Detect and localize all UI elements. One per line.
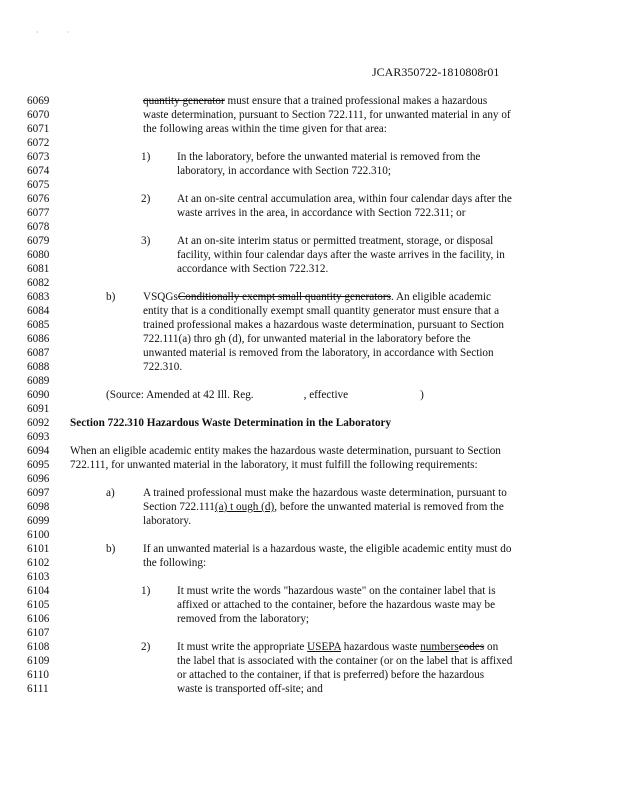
inserted-text: numbers [420, 641, 459, 653]
text-run: affixed or attached to the container, before the hazardous waste may be [177, 599, 496, 611]
text-line [0, 192, 618, 206]
text-run: the following areas within the time given for that area: [143, 123, 387, 135]
line-number: 6106 [27, 613, 50, 625]
line-text [143, 500, 504, 514]
text-run: It must write the appropriate [177, 641, 308, 653]
text-line [0, 458, 618, 472]
line-number: 6109 [27, 655, 50, 667]
line-number: 6092 [27, 417, 50, 429]
line-number: 6096 [27, 473, 50, 485]
line-text [177, 248, 505, 262]
line-number: 6076 [27, 193, 50, 205]
line-number: 6077 [27, 207, 50, 219]
text-line [0, 416, 618, 430]
line-number: 6098 [27, 501, 50, 513]
text-line [0, 668, 618, 682]
line-text [143, 304, 499, 318]
text-run: A trained professional must make the hazardous waste determination, pursuant to [143, 487, 507, 499]
line-number: 6111 [27, 683, 49, 695]
text-line [0, 220, 618, 234]
text-run: the following: [143, 557, 207, 569]
text-run: 722.111, for unwanted material in the laboratory, it must fulfill the following requirements: [70, 459, 478, 471]
line-text [177, 234, 493, 248]
line-text [70, 444, 501, 458]
text-run: accordance with Section 722.312. [177, 263, 329, 275]
text-line [0, 178, 618, 192]
header-mark: · [36, 28, 39, 37]
line-text [143, 290, 491, 304]
line-number: 6082 [27, 277, 50, 289]
list-marker: a) [106, 487, 115, 499]
list-marker: 2) [141, 193, 151, 205]
text-line [0, 640, 618, 654]
line-text [143, 346, 494, 360]
line-text [143, 94, 487, 108]
line-text [143, 318, 504, 332]
text-run: laboratory. [143, 515, 192, 527]
line-text [143, 360, 182, 374]
line-number: 6086 [27, 333, 50, 345]
text-line [0, 262, 618, 276]
text-run: When an eligible academic entity makes the hazardous waste determination, pursuant to Section [70, 445, 501, 457]
line-text [70, 416, 391, 430]
line-number: 6088 [27, 361, 50, 373]
text-line [0, 374, 618, 388]
line-text [177, 150, 480, 164]
line-text [143, 122, 387, 136]
list-marker: 1) [141, 151, 151, 163]
line-text [177, 206, 466, 220]
text-line [0, 514, 618, 528]
line-number: 6072 [27, 137, 50, 149]
line-number: 6104 [27, 585, 50, 597]
line-number: 6078 [27, 221, 50, 233]
text-run: must ensure that a trained professional makes a hazardous [224, 95, 488, 107]
text-run: 722.111(a) thro gh (d), for unwanted material in the laboratory before the [143, 333, 471, 345]
line-number: 6107 [27, 627, 50, 639]
list-marker: b) [106, 543, 116, 555]
text-run: hazardous waste [340, 641, 421, 653]
text-run: waste arrives in the area, in accordance with Section 722.311; or [177, 207, 466, 219]
text-line [0, 570, 618, 584]
text-line [0, 304, 618, 318]
text-line [0, 122, 618, 136]
deleted-text: codes [458, 641, 485, 653]
line-number: 6091 [27, 403, 50, 415]
text-line [0, 346, 618, 360]
line-number: 6094 [27, 445, 50, 457]
line-number: 6073 [27, 151, 50, 163]
text-line [0, 402, 618, 416]
text-run: the label that is associated with the container (or on the label that is affixed [177, 655, 513, 667]
line-text [177, 612, 309, 626]
line-text [177, 682, 323, 696]
text-run: . An eligible academic [390, 291, 492, 303]
text-line [0, 486, 618, 500]
text-line [0, 388, 618, 402]
line-text [70, 458, 478, 472]
line-number: 6087 [27, 347, 50, 359]
text-run: trained professional makes a hazardous waste determination, pursuant to Section [143, 319, 504, 331]
text-line [0, 682, 618, 696]
line-text [177, 598, 495, 612]
line-number: 6102 [27, 557, 50, 569]
text-run: At an on-site central accumulation area, within four calendar days after the [177, 193, 512, 205]
text-line [0, 276, 618, 290]
text-run: It must write the words "hazardous waste" on the container label that is [177, 585, 496, 597]
line-text [177, 192, 512, 206]
header-mark: · [66, 28, 70, 37]
line-number: 6097 [27, 487, 50, 499]
text-line [0, 654, 618, 668]
text-run: waste determination, pursuant to Section 722.111, for unwanted material in any of [143, 109, 511, 121]
list-marker: 2) [141, 641, 151, 653]
document-id: JCAR350722-1810808r01 [372, 65, 500, 79]
text-line [0, 472, 618, 486]
line-text [143, 542, 511, 556]
line-number: 6080 [27, 249, 50, 261]
text-line [0, 150, 618, 164]
text-line [0, 430, 618, 444]
line-text [143, 556, 206, 570]
line-number: 6071 [27, 123, 50, 135]
header-marks [36, 28, 95, 37]
deleted-text: Conditionally exempt small quantity generators [177, 291, 391, 303]
text-run: (Source: Amended at 42 Ill. Reg. [106, 389, 254, 401]
line-text [177, 640, 498, 654]
line-text [177, 668, 484, 682]
text-run: In the laboratory, before the unwanted material is removed from the [177, 151, 481, 163]
text-line [0, 500, 618, 514]
text-run: entity that is a conditionally exempt small quantity generator must ensure that a [143, 305, 500, 317]
line-text [143, 332, 471, 346]
line-number: 6108 [27, 641, 50, 653]
text-line [0, 444, 618, 458]
list-marker: 1) [141, 585, 151, 597]
text-line [0, 290, 618, 304]
text-line [0, 528, 618, 542]
text-run: removed from the laboratory; [177, 613, 310, 625]
line-text [177, 584, 496, 598]
line-number: 6110 [27, 669, 49, 681]
text-run: , before the unwanted material is removed from the [274, 501, 504, 513]
line-number: 6084 [27, 305, 50, 317]
line-number: 6070 [27, 109, 50, 121]
text-line [0, 108, 618, 122]
text-line [0, 94, 618, 108]
text-run: , effective [303, 389, 349, 401]
text-line [0, 598, 618, 612]
line-number: 6099 [27, 515, 50, 527]
line-number: 6093 [27, 431, 50, 443]
line-number: 6074 [27, 165, 50, 177]
line-text [106, 388, 424, 402]
list-marker: 3) [141, 235, 151, 247]
text-line [0, 360, 618, 374]
text-run: laboratory, in accordance with Section 722.310; [177, 165, 391, 177]
text-line [0, 556, 618, 570]
text-run: Section 722.111 [143, 501, 215, 513]
text-line [0, 584, 618, 598]
text-run: ) [420, 389, 424, 401]
text-run: At an on-site interim status or permitted treatment, storage, or disposal [177, 235, 494, 247]
text-line [0, 164, 618, 178]
text-run: or attached to the container, if that is preferred) before the hazardous [177, 669, 485, 681]
text-run: 722.310. [143, 361, 183, 373]
text-line [0, 626, 618, 640]
inserted-text: USEPA [307, 641, 341, 653]
section-heading: Section 722.310 Hazardous Waste Determination in the Laboratory [70, 417, 392, 429]
line-text [177, 164, 391, 178]
text-line [0, 206, 618, 220]
line-number: 6075 [27, 179, 50, 191]
line-text [177, 654, 512, 668]
line-text [143, 486, 507, 500]
text-line [0, 136, 618, 150]
line-text [143, 108, 511, 122]
line-number: 6089 [27, 375, 50, 387]
text-run: on [484, 641, 499, 653]
line-number: 6100 [27, 529, 50, 541]
line-number: 6079 [27, 235, 50, 247]
line-number: 6081 [27, 263, 50, 275]
line-number: 6103 [27, 571, 50, 583]
text-line [0, 542, 618, 556]
text-line [0, 248, 618, 262]
line-number: 6083 [27, 291, 50, 303]
line-number: 6085 [27, 319, 50, 331]
text-run: waste is transported off-site; and [177, 683, 323, 695]
text-run: If an unwanted material is a hazardous waste, the eligible academic entity must do [143, 543, 512, 555]
inserted-text: (a) t ough (d) [214, 501, 275, 513]
line-text [143, 514, 191, 528]
line-number: 6090 [27, 389, 50, 401]
deleted-text: quantity generator [143, 95, 225, 107]
text-run: facility, within four calendar days after the waste arrives in the facility, in [177, 249, 505, 261]
line-number: 6101 [27, 543, 50, 555]
line-number: 6095 [27, 459, 50, 471]
list-marker: b) [106, 291, 116, 303]
text-run: VSQGs [143, 291, 178, 303]
text-line [0, 234, 618, 248]
text-line [0, 612, 618, 626]
line-number: 6069 [27, 95, 50, 107]
text-line [0, 318, 618, 332]
line-number: 6105 [27, 599, 50, 611]
text-line [0, 332, 618, 346]
line-text [177, 262, 328, 276]
text-run: unwanted material is removed from the laboratory, in accordance with Section [143, 347, 494, 359]
